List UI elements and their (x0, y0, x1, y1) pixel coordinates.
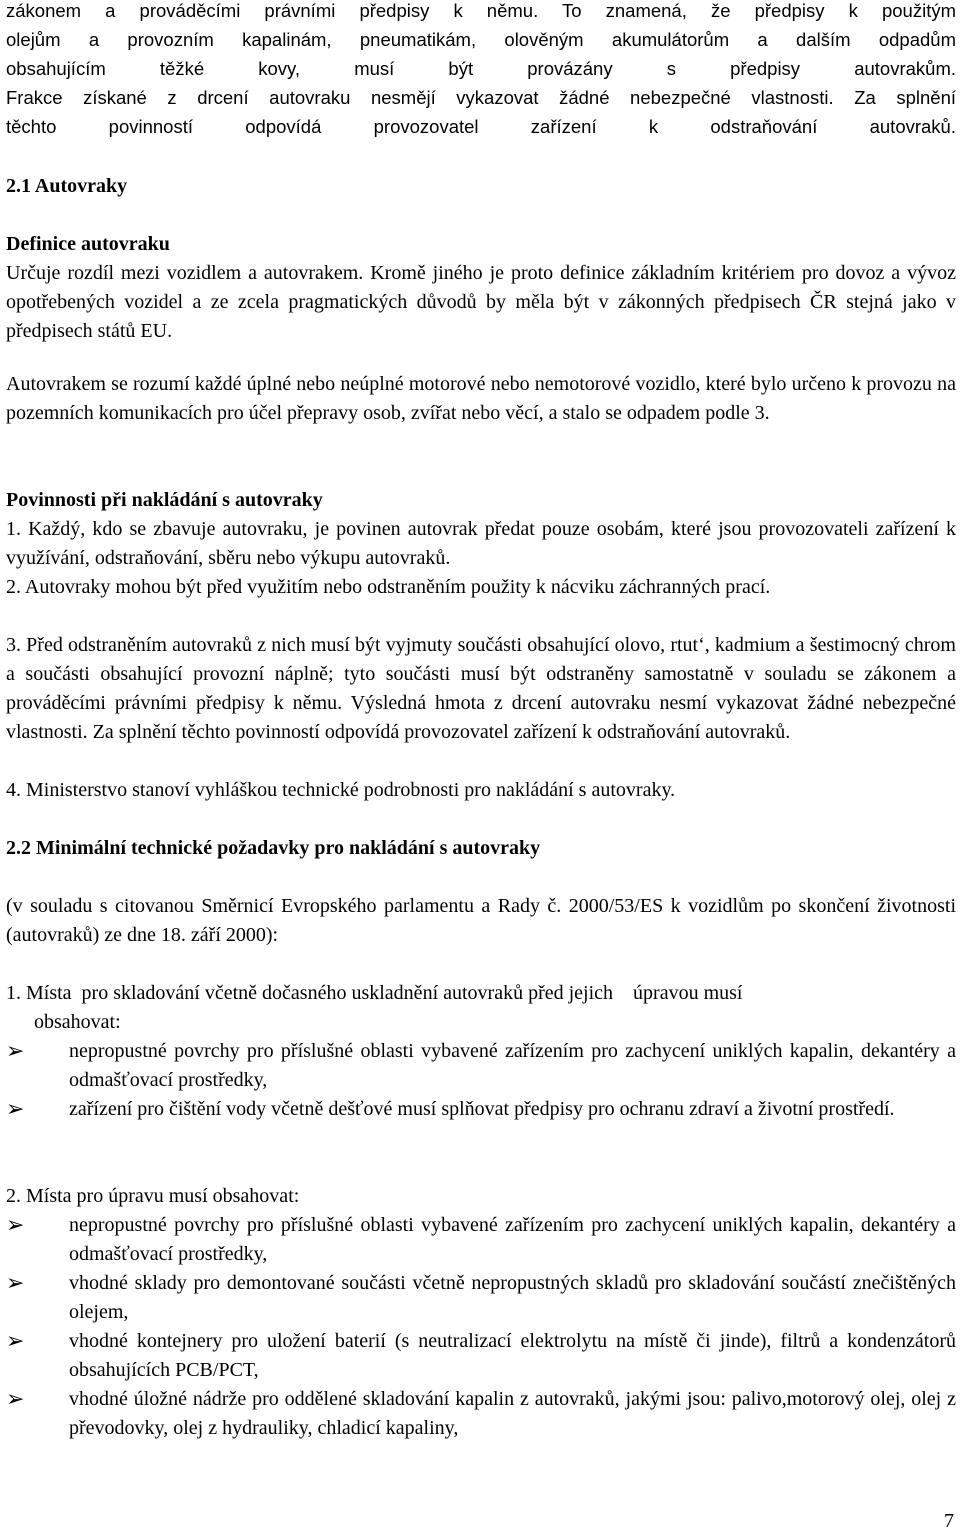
intro-line: zákonem a prováděcími právními předpisy k němu. To znamená, že předpisy k použitým (6, 0, 956, 21)
point-1 (6, 979, 956, 1037)
list-item-text: vhodné úložné nádrže pro oddělené skladování kapalin z autovraků, jakými jsou: palivo,motorový olej, olej z převodovky, olej z hydrauliky, chladicí kapaliny, (69, 1388, 956, 1439)
list-item-text: vhodné kontejnery pro uložení baterií (s neutralizací elektrolytu na místě či jinde), filtrů a kondenzátorů obsahujících PCB/PCT, (69, 1330, 956, 1381)
list-item (6, 1037, 956, 1095)
list-item (6, 1385, 956, 1443)
intro-line: těchto povinností odpovídá provozovatel zařízení k odstraňování autovraků. (6, 116, 956, 137)
list-item-text: nepropustné povrchy pro příslušné oblasti vybavené zařízením pro zachycení uniklých kapalin, dekantéry a odmašťovací prostředky, (69, 1040, 956, 1091)
intro-line: olejům a provozním kapalinám, pneumatikám, olověným akumulátorům a dalším odpadům (6, 29, 956, 50)
duties-heading: Povinnosti při nakládání s autovraky (6, 489, 323, 511)
list-item-text: vhodné sklady pro demontované součásti včetně nepropustných skladů pro skladování součástí znečištěných olejem, (69, 1272, 956, 1323)
list-item (6, 1095, 956, 1124)
duty-3: 3. Před odstraněním autovraků z nich musí být vyjmuty součásti obsahující olovo, rtut‘, kadmium a šestimocný chrom a součásti obsahující provozní náplně; tyto součásti musí být odstraněny samostatně v souladu se zákonem a prováděcími právními předpisy k němu. Výsledná hmota z drcení autovraku nesmí vykazovat žádné nebezpečné vlastnosti. Za splnění těchto povinností odpovídá provozovatel zařízení k odstraňování autovraků. (6, 634, 956, 743)
page-number: 7 (944, 1510, 954, 1532)
point-1-title-cont: obsahovat: (34, 1011, 121, 1033)
section-heading-2-1: 2.1 Autovraky (6, 175, 128, 197)
intro-paragraph (6, 0, 956, 141)
section-heading-2-2: 2.2 Minimální technické požadavky pro nakládání s autovraky (6, 837, 541, 859)
definition-paragraph: Určuje rozdíl mezi vozidlem a autovrakem. Kromě jiného je proto definice základním kritériem pro dovoz a vývoz opotřebených vozidel a ze zcela pragmatických důvodů by měla být v zákonných předpisech ČR stejná jako v předpisech států EU. (6, 262, 956, 342)
duty-2: 2. Autovraky mohou být před využitím nebo odstraněním použity k nácviku záchranných prací. (6, 576, 771, 598)
list-item (6, 1269, 956, 1327)
point-2-title: 2. Místa pro úpravu musí obsahovat: (6, 1185, 300, 1207)
arrow-bullet-icon: ➢ (6, 1387, 25, 1412)
list-item-text: zařízení pro čištění vody včetně dešťové musí splňovat předpisy pro ochranu zdraví a životní prostředí. (69, 1098, 895, 1120)
list-item-text: nepropustné povrchy pro příslušné oblasti vybavené zařízením pro zachycení uniklých kapalin, dekantéry a odmašťovací prostředky, (69, 1214, 956, 1265)
section-2-2-intro: (v souladu s citovanou Směrnicí Evropského parlamentu a Rady č. 2000/53/ES k vozidlům po skončení životnosti (autovraků) ze dne 18. září 2000): (6, 895, 956, 946)
definition-heading: Definice autovraku (6, 233, 170, 255)
list-item (6, 1211, 956, 1269)
autovrak-paragraph: Autovrakem se rozumí každé úplné nebo neúplné motorové nebo nemotorové vozidlo, které bylo určeno k provozu na pozemních komunikacích pro účel přepravy osob, zvířat nebo věcí, a stalo se odpadem podle 3. (6, 373, 956, 424)
arrow-bullet-icon: ➢ (6, 1039, 25, 1064)
arrow-bullet-icon: ➢ (6, 1097, 25, 1122)
arrow-bullet-icon: ➢ (6, 1271, 25, 1296)
intro-line: Frakce získané z drcení autovraku nesmějí vykazovat žádné nebezpečné vlastnosti. Za splnění (6, 87, 956, 108)
intro-line: obsahujícím těžké kovy, musí být provázány s předpisy autovrakům. (6, 58, 956, 79)
arrow-bullet-icon: ➢ (6, 1329, 25, 1354)
duty-4: 4. Ministerstvo stanoví vyhláškou technické podrobnosti pro nakládání s autovraky. (6, 779, 676, 801)
list-item (6, 1327, 956, 1385)
point-1-title: 1. Místa pro skladování včetně dočasného uskladnění autovraků před jejich úpravou musí (6, 982, 743, 1004)
arrow-bullet-icon: ➢ (6, 1213, 25, 1238)
duty-1: 1. Každý, kdo se zbavuje autovraku, je povinen autovrak předat pouze osobám, které jsou provozovateli zařízení k využívání, odstraňování, sběru nebo výkupu autovraků. (6, 518, 956, 569)
